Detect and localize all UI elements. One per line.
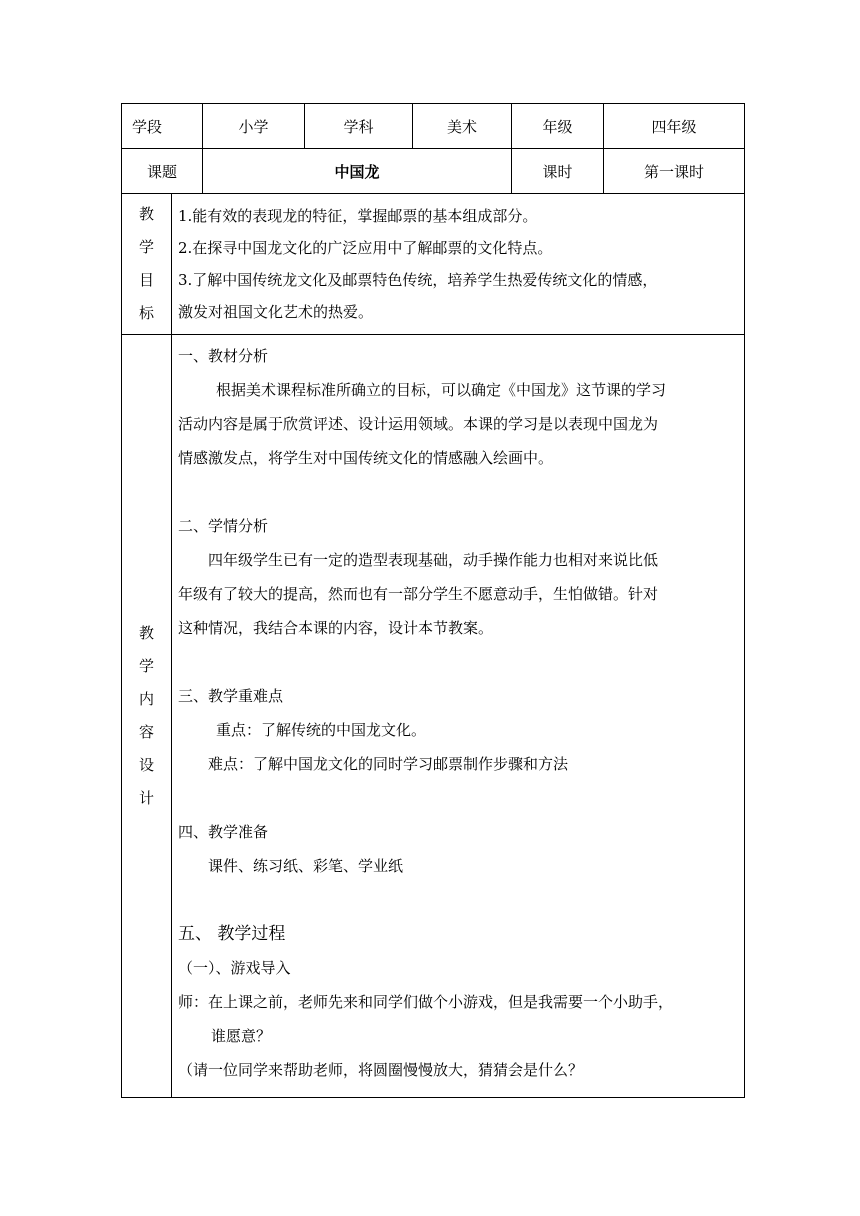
goal-line: 激发对祖国文化艺术的热爱。 xyxy=(178,303,374,321)
goals-content xyxy=(172,194,745,335)
grade-label: 年级 xyxy=(512,104,604,149)
stage-label: 学段 xyxy=(122,104,203,149)
paragraph-line: 活动内容是属于欣赏评述、设计运用领域。本课的学习是以表现中国龙为 xyxy=(178,415,659,433)
grade-value: 四年级 xyxy=(604,104,745,149)
content-body xyxy=(172,335,745,1098)
goal-line: 2.在探寻中国龙文化的广泛应用中了解邮票的文化特点。 xyxy=(178,239,553,257)
note-line: （请一位同学来帮助老师，将圆圈慢慢放大，猜猜会是什么？ xyxy=(178,1061,584,1079)
section-title: 三、教学重难点 xyxy=(178,687,284,705)
subsection-title: （一）、游戏导入 xyxy=(178,959,291,977)
section-title: 四、教学准备 xyxy=(178,823,269,841)
section-title: 五、 教学过程 xyxy=(178,924,286,944)
difficult-point: 难点：了解中国龙文化的同时学习邮票制作步骤和方法 xyxy=(208,755,569,773)
goal-line: 1.能有效的表现龙的特征，掌握邮票的基本组成部分。 xyxy=(178,207,538,225)
content-label: 教 学 内 容 设 计 xyxy=(122,335,172,1098)
header-row-2 xyxy=(122,149,745,194)
header-row-1 xyxy=(122,104,745,149)
goals-label: 教 学 目 标 xyxy=(122,194,172,335)
key-point: 重点：了解传统的中国龙文化。 xyxy=(216,721,427,739)
section-title: 一、教材分析 xyxy=(178,347,269,365)
goals-row xyxy=(122,194,745,335)
teacher-line: 师：在上课之前，老师先来和同学们做个小游戏，但是我需要一个小助手， xyxy=(178,993,674,1011)
paragraph-line: 这种情况，我结合本课的内容，设计本节教案。 xyxy=(178,619,494,637)
preparation-items: 课件、练习纸、彩笔、学业纸 xyxy=(208,857,404,875)
stage-value: 小学 xyxy=(203,104,305,149)
topic-value: 中国龙 xyxy=(203,149,512,194)
paragraph-line: 年级有了较大的提高，然而也有一部分学生不愿意动手，生怕做错。针对 xyxy=(178,585,659,603)
section-title: 二、学情分析 xyxy=(178,517,269,535)
paragraph-line: 情感激发点，将学生对中国传统文化的情感融入绘画中。 xyxy=(178,449,554,467)
topic-label: 课题 xyxy=(122,149,203,194)
lesson-plan-table xyxy=(121,103,745,1098)
subject-value: 美术 xyxy=(413,104,512,149)
paragraph-line: 四年级学生已有一定的造型表现基础，动手操作能力也相对来说比低 xyxy=(208,551,659,569)
content-row xyxy=(122,335,745,1098)
teacher-line-cont: 谁愿意？ xyxy=(211,1027,272,1045)
subject-label: 学科 xyxy=(305,104,413,149)
goal-line: 3.了解中国传统龙文化及邮票特色传统，培养学生热爱传统文化的情感， xyxy=(178,271,658,289)
period-value: 第一课时 xyxy=(604,149,745,194)
period-label: 课时 xyxy=(512,149,604,194)
paragraph-line: 根据美术课程标准所确立的目标，可以确定《中国龙》这节课的学习 xyxy=(216,381,667,399)
